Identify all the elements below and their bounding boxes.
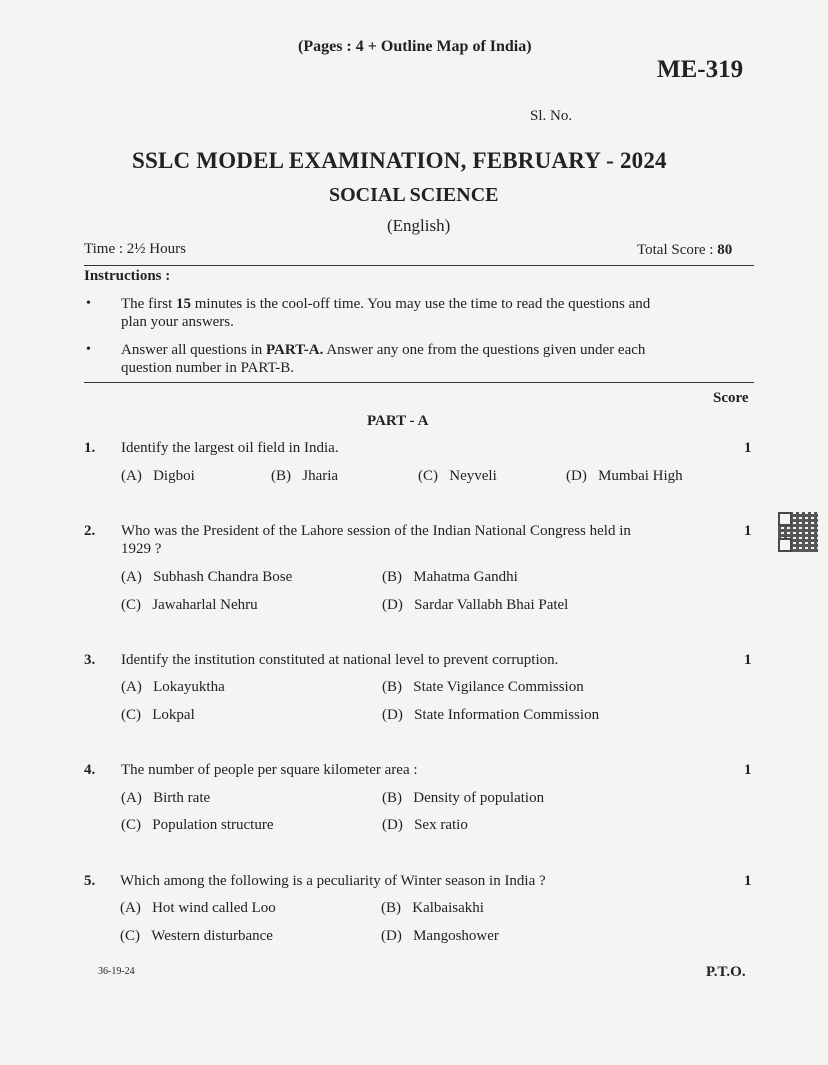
question-number: 2. — [84, 523, 96, 539]
medium-label: (English) — [387, 216, 451, 235]
question-text: The number of people per square kilometer area : — [121, 762, 418, 778]
subject-title: SOCIAL SCIENCE — [329, 184, 499, 206]
question-score: 1 — [744, 873, 752, 889]
option-key: (C) — [121, 707, 141, 723]
total-score-value: 80 — [717, 242, 733, 258]
option-a — [121, 569, 292, 586]
option-text: Lokpal — [152, 707, 195, 723]
question-text-line2: 1929 ? — [121, 541, 162, 557]
exam-title: SSLC MODEL EXAMINATION, FEBRUARY - 2024 — [132, 148, 667, 173]
option-key: (C) — [121, 817, 141, 833]
instruction-text: The first — [121, 296, 176, 312]
instructions-heading: Instructions : — [84, 268, 171, 284]
option-text: Jawaharlal Nehru — [152, 597, 258, 613]
question-score: 1 — [744, 652, 752, 668]
footer-code: 36-19-24 — [98, 966, 135, 977]
option-d — [382, 707, 599, 724]
question-text: Which among the following is a peculiarity of Winter season in India ? — [120, 873, 546, 889]
option-text: Kalbaisakhi — [412, 900, 484, 916]
pages-note: (Pages : 4 + Outline Map of India) — [298, 38, 532, 55]
option-key: (D) — [381, 928, 402, 944]
qr-code-icon — [778, 512, 818, 552]
question-number: 3. — [84, 652, 96, 668]
instruction-bold: PART-A. — [265, 342, 324, 358]
option-key: (A) — [120, 900, 141, 916]
option-text: Hot wind called Loo — [152, 900, 276, 916]
option-b — [381, 900, 484, 917]
option-text: State Vigilance Commission — [413, 679, 584, 695]
option-text: Digboi — [153, 468, 195, 484]
option-key: (D) — [382, 597, 403, 613]
option-text: Density of population — [413, 790, 545, 806]
question-number: 5. — [84, 873, 96, 889]
option-b — [382, 569, 518, 586]
bullet-icon: • — [86, 342, 91, 357]
score-heading: Score — [713, 390, 749, 406]
time-label: Time : 2½ Hours — [84, 241, 186, 257]
total-score-label: Total Score : — [637, 242, 718, 258]
option-d — [382, 817, 468, 834]
option-key: (C) — [120, 928, 140, 944]
question-number: 4. — [84, 762, 96, 778]
option-c — [121, 817, 273, 834]
option-key: (B) — [382, 569, 402, 585]
question-score: 1 — [744, 523, 752, 539]
option-d — [381, 928, 499, 945]
option-text: Jharia — [302, 468, 339, 484]
instruction-text: Answer all questions in — [121, 342, 266, 358]
option-text: Population structure — [152, 817, 274, 833]
option-key: (A) — [121, 468, 142, 484]
option-text: Mumbai High — [598, 468, 683, 484]
option-text: Sardar Vallabh Bhai Patel — [414, 597, 569, 613]
option-key: (B) — [382, 679, 402, 695]
option-d — [382, 597, 568, 614]
option-text: Subhash Chandra Bose — [153, 569, 293, 585]
total-score — [637, 242, 732, 259]
question-number: 1. — [84, 440, 96, 456]
option-a — [121, 468, 195, 485]
option-b — [271, 468, 338, 485]
option-text: State Information Commission — [414, 707, 600, 723]
divider-top — [84, 265, 754, 266]
option-key: (C) — [121, 597, 141, 613]
option-key: (A) — [121, 569, 142, 585]
serial-number-label: Sl. No. — [530, 108, 573, 124]
option-text: Birth rate — [153, 790, 211, 806]
instruction-text: Answer any one from the questions given under each — [323, 342, 646, 358]
option-text: Mangoshower — [413, 928, 499, 944]
option-key: (D) — [566, 468, 587, 484]
option-text: Mahatma Gandhi — [413, 569, 518, 585]
option-c — [418, 468, 497, 485]
option-key: (A) — [121, 790, 142, 806]
option-a — [120, 900, 276, 917]
option-d — [566, 468, 683, 485]
option-key: (C) — [418, 468, 438, 484]
pto-label: P.T.O. — [706, 964, 746, 980]
option-a — [121, 790, 210, 807]
option-a — [121, 679, 225, 696]
question-score: 1 — [744, 762, 752, 778]
option-b — [382, 790, 544, 807]
option-key: (B) — [271, 468, 291, 484]
instruction-1 — [121, 296, 650, 313]
instruction-2-line2: question number in PART-B. — [121, 360, 295, 376]
instruction-1-line2: plan your answers. — [121, 314, 234, 330]
option-key: (B) — [381, 900, 401, 916]
divider-bottom — [84, 382, 754, 383]
instruction-bold: 15 — [175, 296, 191, 312]
option-text: Sex ratio — [414, 817, 468, 833]
option-key: (B) — [382, 790, 402, 806]
option-c — [121, 597, 258, 614]
option-text: Lokayuktha — [153, 679, 225, 695]
instruction-text: minutes is the cool-off time. You may use the time to read the questions and — [190, 296, 651, 312]
option-text: Neyveli — [449, 468, 497, 484]
question-text: Who was the President of the Lahore session of the Indian National Congress held in — [121, 523, 631, 539]
option-b — [382, 679, 584, 696]
option-key: (A) — [121, 679, 142, 695]
question-score: 1 — [744, 440, 752, 456]
bullet-icon: • — [86, 296, 91, 311]
question-text: Identify the institution constituted at national level to prevent corruption. — [121, 652, 559, 668]
option-c — [121, 707, 195, 724]
paper-code: ME-319 — [657, 56, 744, 83]
instruction-2 — [121, 342, 645, 359]
question-text: Identify the largest oil field in India. — [121, 440, 339, 456]
part-a-heading: PART - A — [367, 413, 429, 429]
option-text: Western disturbance — [151, 928, 273, 944]
option-c — [120, 928, 273, 945]
option-key: (D) — [382, 817, 403, 833]
option-key: (D) — [382, 707, 403, 723]
